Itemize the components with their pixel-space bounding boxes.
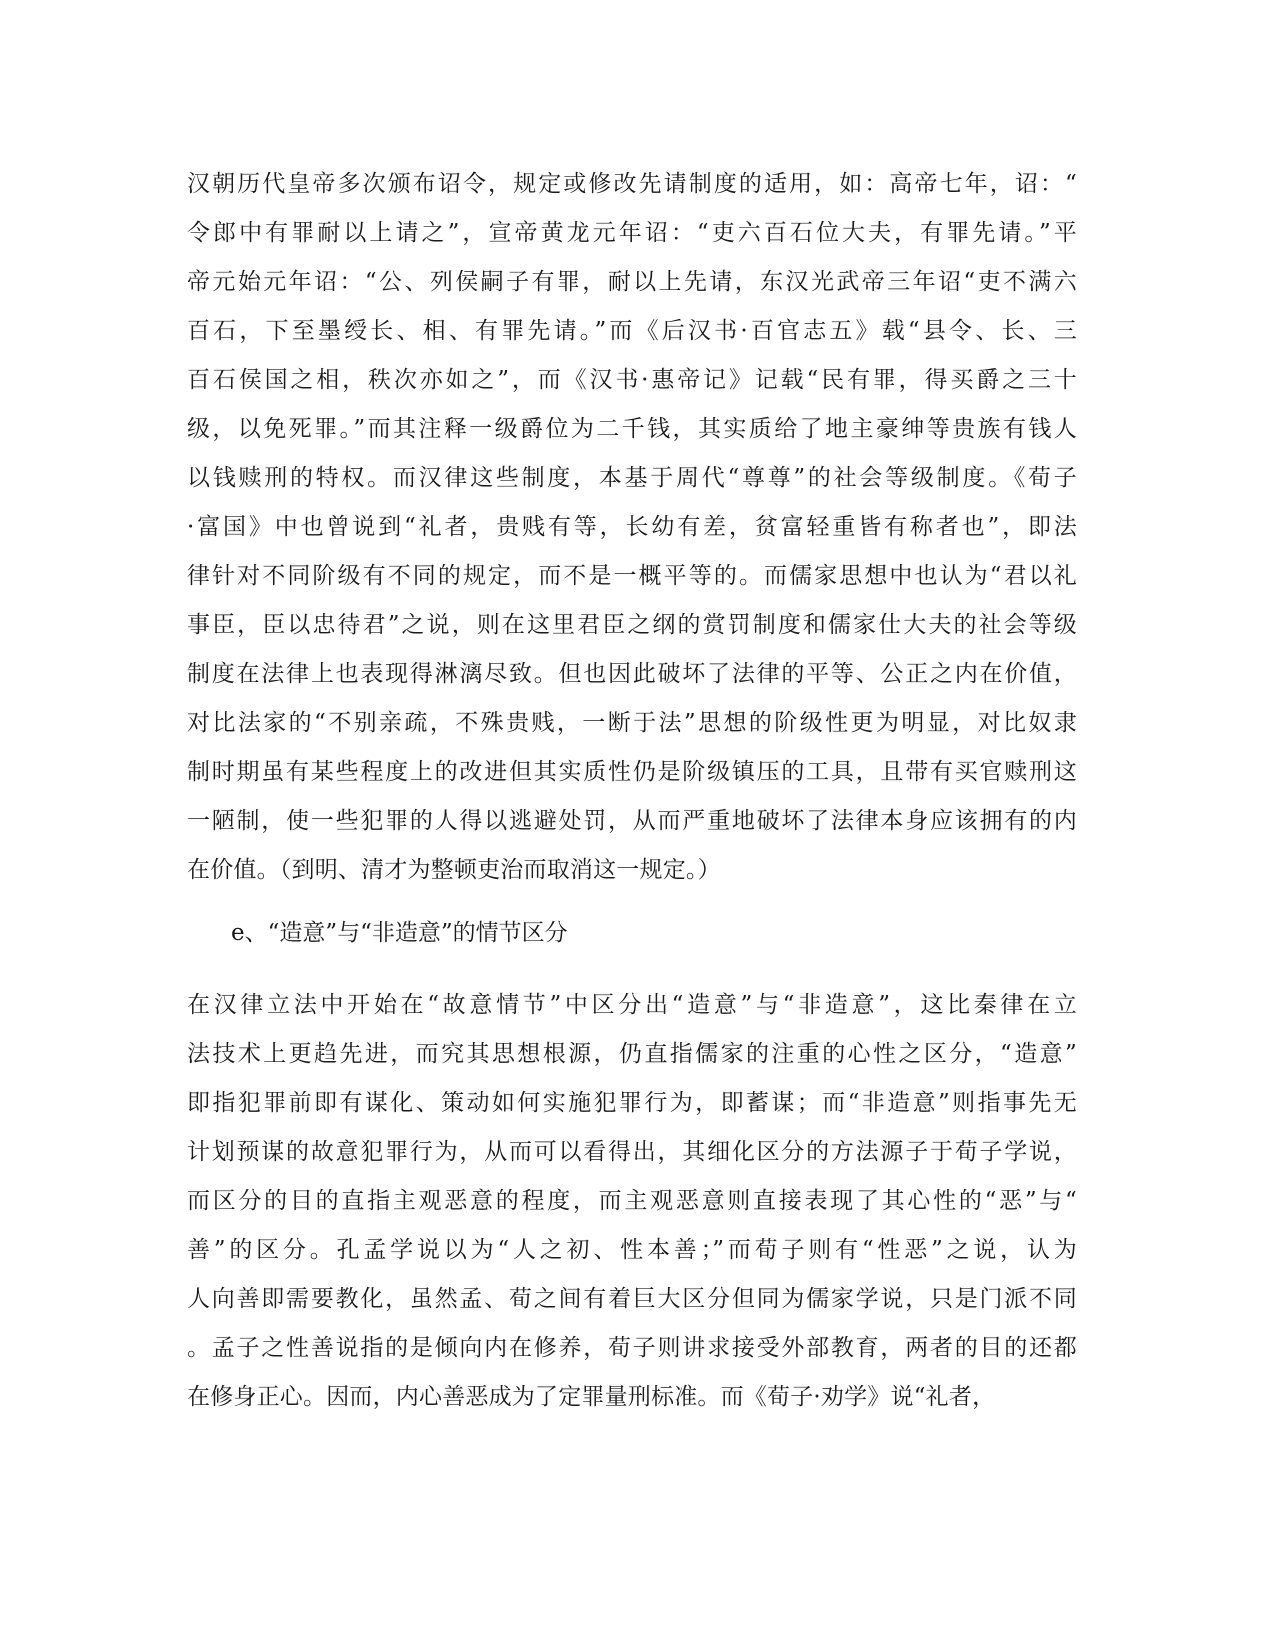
text-line: 令郎中有罪耐以上请之”，宣帝黄龙元年诏：“吏六百石位大夫，有罪先请。”平	[187, 220, 1077, 246]
paragraph-xianqing-system	[187, 160, 1077, 895]
text-line: 级，以免死罪。”而其注释一级爵位为二千钱，其实质给了地主豪绅等贵族有钱人	[187, 416, 1077, 442]
text-line: 在汉律立法中开始在“故意情节”中区分出“造意”与“非造意”，这比秦律在立	[187, 992, 1077, 1018]
text-line: 而区分的目的直指主观恶意的程度，而主观恶意则直接表现了其心性的“恶”与“	[187, 1188, 1077, 1214]
text-line: 法技术上更趋先进，而究其思想根源，仍直指儒家的注重的心性之区分，“造意”	[187, 1041, 1077, 1067]
section-heading: e、“造意”与“非造意”的情节区分	[231, 920, 568, 946]
text-line: 制度在法律上也表现得淋漓尽致。但也因此破坏了法律的平等、公正之内在价值，	[187, 661, 1077, 687]
text-line: 律针对不同阶级有不同的规定，而不是一概平等的。而儒家思想中也认为“君以礼	[187, 563, 1077, 589]
text-line: 。孟子之性善说指的是倾向内在修养，荀子则讲求接受外部教育，两者的目的还都	[187, 1335, 1077, 1361]
text-line: 汉朝历代皇帝多次颁布诏令，规定或修改先请制度的适用，如：高帝七年，诏：“	[187, 171, 1077, 197]
text-line: 人向善即需要教化，虽然孟、荀之间有着巨大区分但同为儒家学说，只是门派不同	[187, 1286, 1077, 1312]
text-line: 百石，下至墨绶长、相、有罪先请。”而《后汉书·百官志五》载“县令、长、三	[187, 318, 1077, 344]
text-line: 制时期虽有某些程度上的改进但其实质性仍是阶级镇压的工具，且带有买官赎刑这	[187, 759, 1077, 785]
text-line: 事臣，臣以忠待君”之说，则在这里君臣之纲的赏罚制度和儒家仕大夫的社会等级	[187, 612, 1077, 638]
text-line: 以钱赎刑的特权。而汉律这些制度，本基于周代“尊尊”的社会等级制度。《荀子	[187, 465, 1077, 491]
text-line: ·富国》中也曾说到“礼者，贵贱有等，长幼有差，贫富轻重皆有称者也”，即法	[187, 514, 1077, 540]
text-line: 善”的区分。孔孟学说以为“人之初、性本善；”而荀子则有“性恶”之说，认为	[187, 1237, 1077, 1263]
text-line: 在价值。（到明、清才为整顿吏治而取消这一规定。）	[187, 857, 721, 883]
text-line: 即指犯罪前即有谋化、策动如何实施犯罪行为，即蓄谋；而“非造意”则指事先无	[187, 1090, 1077, 1116]
text-line: 帝元始元年诏：“公、列侯嗣子有罪，耐以上先请，东汉光武帝三年诏“吏不满六	[187, 269, 1077, 295]
text-line: 百石侯国之相，秩次亦如之”，而《汉书·惠帝记》记载“民有罪，得买爵之三十	[187, 367, 1077, 393]
text-line: 计划预谋的故意犯罪行为，从而可以看得出，其细化区分的方法源子于荀子学说，	[187, 1139, 1077, 1165]
text-line: 在修身正心。因而，内心善恶成为了定罪量刑标准。而《荀子·劝学》说“礼者，	[187, 1384, 996, 1410]
text-line: 对比法家的“不别亲疏，不殊贵贱，一断于法”思想的阶级性更为明显，对比奴隶	[187, 710, 1077, 736]
text-line: 一陋制，使一些犯罪的人得以逃避处罚，从而严重地破坏了法律本身应该拥有的内	[187, 808, 1077, 834]
paragraph-zaoyi-distinction	[187, 981, 1077, 1422]
